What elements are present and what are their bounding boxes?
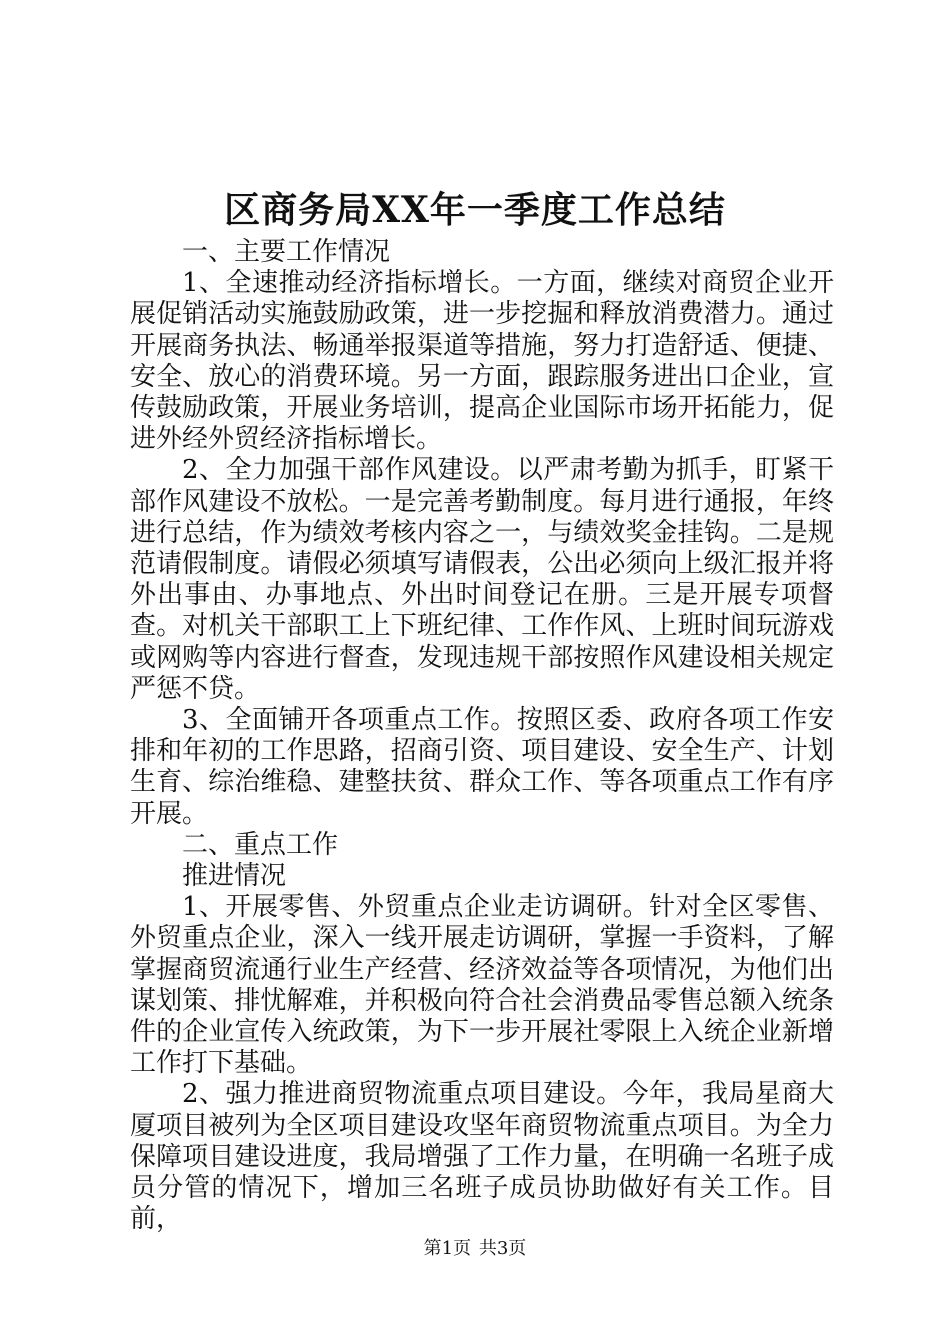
page-total: 共3页 — [478, 1238, 527, 1259]
body-paragraph: 1、全速推动经济指标增长。一方面，继续对商贸企业开展促销活动实施鼓励政策，进一步挖掘和释放消费潜力。通过开展商务执法、畅通举报渠道等措施，努力打造舒适、便捷、安全、放心的消费环境。另一方面，跟踪服务进出口企业，宣传鼓励政策，开展业务培训，提高企业国际市场开拓能力，促进外经外贸经济指标增长。 — [130, 268, 834, 455]
section-heading: 一、主要工作情况 — [182, 237, 391, 267]
page-footer — [0, 1237, 950, 1261]
section-heading: 二、重点工作 — [182, 829, 339, 860]
body-paragraph: 推进情况 — [182, 861, 287, 892]
body-paragraph: 2、全力加强干部作风建设。以严肃考勤为抓手，盯紧干部作风建设不放松。一是完善考勤制度。每月进行通报，年终进行总结，作为绩效考核内容之一，与绩效奖金挂钩。二是规范请假制度。请假必须填写请假表，公出必须向上级汇报并将外出事由、办事地点、外出时间登记在册。三是开展专项督查。对机关干部职工上下班纪律、工作作风、上班时间玩游戏或网购等内容进行督查，发现违规干部按照作风建设相关规定严惩不贷。 — [130, 455, 834, 704]
page-number: 第1页 — [423, 1238, 472, 1259]
document-body — [130, 237, 834, 1236]
body-paragraph: 2、强力推进商贸物流重点项目建设。今年，我局星商大厦项目被列为全区项目建设攻坚年商贸物流重点项目。为全力保障项目建设进度，我局增强了工作力量，在明确一名班子成员分管的情况下，增加三名班子成员协助做好有关工作。目前， — [130, 1079, 834, 1235]
body-paragraph: 1、开展零售、外贸重点企业走访调研。针对全区零售、外贸重点企业，深入一线开展走访调研，掌握一手资料，了解掌握商贸流通行业生产经营、经济效益等各项情况，为他们出谋划策、排忧解难，并积极向符合社会消费品零售总额入统条件的企业宣传入统政策，为下一步开展社零限上入统企业新增工作打下基础。 — [130, 892, 834, 1079]
document-title: 区商务局XX年一季度工作总结 — [224, 189, 726, 231]
body-paragraph: 3、全面铺开各项重点工作。按照区委、政府各项工作安排和年初的工作思路，招商引资、项目建设、安全生产、计划生育、综治维稳、建整扶贫、群众工作、等各项重点工作有序开展。 — [130, 705, 834, 829]
